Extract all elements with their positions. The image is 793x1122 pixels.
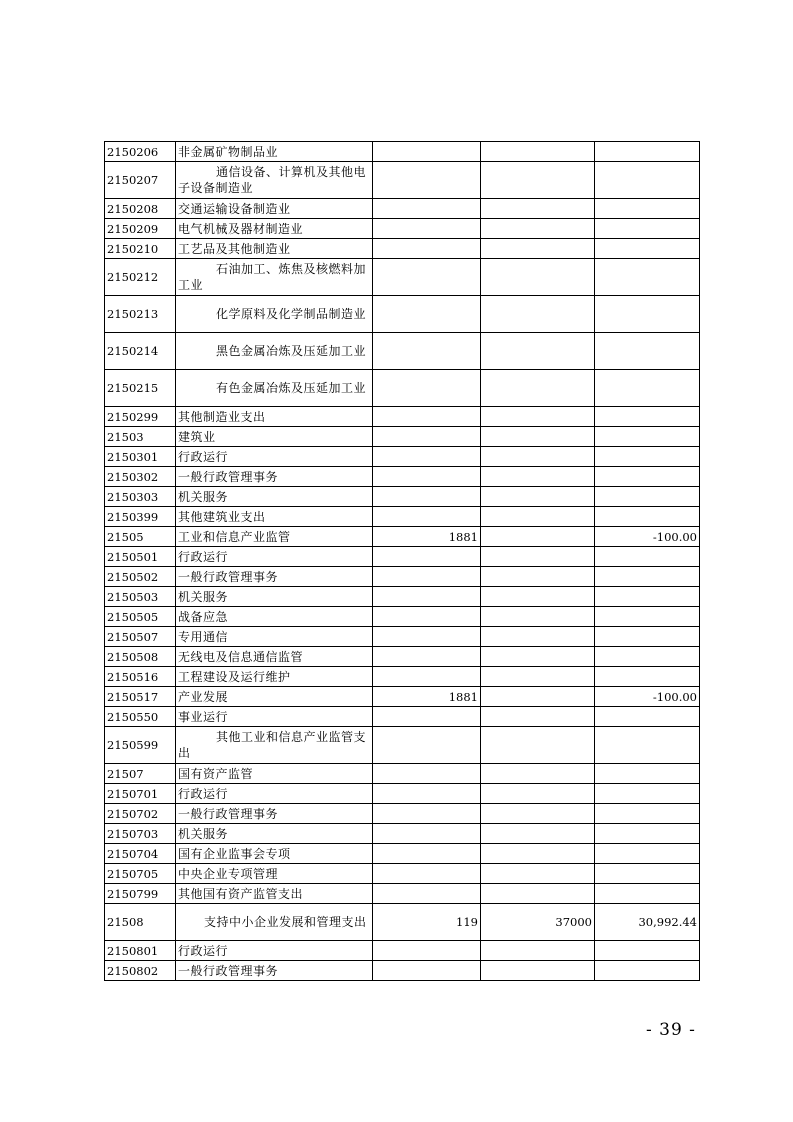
row-value-1 xyxy=(373,370,481,407)
row-code: 21505 xyxy=(105,527,176,547)
row-value-3 xyxy=(595,804,700,824)
table-row xyxy=(105,259,700,296)
row-value-2 xyxy=(481,547,595,567)
row-value-2 xyxy=(481,687,595,707)
row-code: 2150399 xyxy=(105,507,176,527)
row-value-3 xyxy=(595,607,700,627)
row-value-1 xyxy=(373,884,481,904)
row-code: 2150701 xyxy=(105,784,176,804)
table-row xyxy=(105,941,700,961)
table-row xyxy=(105,904,700,941)
row-code: 2150550 xyxy=(105,707,176,727)
row-value-3 xyxy=(595,162,700,199)
row-value-3 xyxy=(595,467,700,487)
row-code: 2150209 xyxy=(105,219,176,239)
table-row xyxy=(105,333,700,370)
row-value-3 xyxy=(595,567,700,587)
row-name: 工程建设及运行维护 xyxy=(176,667,373,687)
row-code: 2150802 xyxy=(105,961,176,981)
table-row xyxy=(105,467,700,487)
row-value-1 xyxy=(373,487,481,507)
row-name: 其他建筑业支出 xyxy=(176,507,373,527)
budget-table xyxy=(104,141,700,981)
row-code: 2150507 xyxy=(105,627,176,647)
row-name: 建筑业 xyxy=(176,427,373,447)
row-value-1: 1881 xyxy=(373,527,481,547)
row-value-2 xyxy=(481,884,595,904)
row-code: 2150214 xyxy=(105,333,176,370)
table-row xyxy=(105,507,700,527)
row-code: 2150703 xyxy=(105,824,176,844)
page-number: - 39 - xyxy=(646,1020,696,1040)
row-name: 产业发展 xyxy=(176,687,373,707)
table-row xyxy=(105,667,700,687)
row-value-3 xyxy=(595,784,700,804)
row-code: 2150299 xyxy=(105,407,176,427)
row-code: 2150212 xyxy=(105,259,176,296)
row-code: 2150508 xyxy=(105,647,176,667)
row-code: 21503 xyxy=(105,427,176,447)
table-row xyxy=(105,199,700,219)
table-row xyxy=(105,142,700,162)
row-value-2 xyxy=(481,487,595,507)
row-value-1 xyxy=(373,587,481,607)
row-value-1 xyxy=(373,296,481,333)
row-value-1 xyxy=(373,407,481,427)
row-value-3 xyxy=(595,427,700,447)
row-value-2 xyxy=(481,764,595,784)
row-value-2 xyxy=(481,727,595,764)
row-name: 机关服务 xyxy=(176,824,373,844)
row-value-2 xyxy=(481,627,595,647)
row-name: 一般行政管理事务 xyxy=(176,961,373,981)
table-row xyxy=(105,961,700,981)
row-code: 2150501 xyxy=(105,547,176,567)
table-row xyxy=(105,427,700,447)
row-value-3 xyxy=(595,370,700,407)
table-row xyxy=(105,487,700,507)
table-row xyxy=(105,296,700,333)
table-row xyxy=(105,804,700,824)
row-code: 21508 xyxy=(105,904,176,941)
row-name: 中央企业专项管理 xyxy=(176,864,373,884)
row-value-2 xyxy=(481,507,595,527)
row-value-2 xyxy=(481,333,595,370)
row-value-1 xyxy=(373,427,481,447)
row-value-3 xyxy=(595,864,700,884)
table-row xyxy=(105,407,700,427)
table-row xyxy=(105,447,700,467)
row-value-1: 1881 xyxy=(373,687,481,707)
row-code: 2150215 xyxy=(105,370,176,407)
row-name: 机关服务 xyxy=(176,487,373,507)
row-value-2 xyxy=(481,961,595,981)
row-value-1: 119 xyxy=(373,904,481,941)
row-value-2 xyxy=(481,427,595,447)
row-value-1 xyxy=(373,567,481,587)
row-code: 2150517 xyxy=(105,687,176,707)
row-value-3 xyxy=(595,667,700,687)
row-code: 2150213 xyxy=(105,296,176,333)
row-name: 一般行政管理事务 xyxy=(176,804,373,824)
row-value-3 xyxy=(595,199,700,219)
row-name: 电气机械及器材制造业 xyxy=(176,219,373,239)
row-value-3 xyxy=(595,764,700,784)
row-value-1 xyxy=(373,961,481,981)
row-value-2 xyxy=(481,296,595,333)
row-value-1 xyxy=(373,142,481,162)
row-value-3 xyxy=(595,824,700,844)
row-value-3 xyxy=(595,547,700,567)
table-row xyxy=(105,784,700,804)
row-value-2 xyxy=(481,447,595,467)
row-value-3 xyxy=(595,884,700,904)
row-value-3: 30,992.44 xyxy=(595,904,700,941)
row-code: 2150302 xyxy=(105,467,176,487)
table-row xyxy=(105,587,700,607)
row-value-1 xyxy=(373,844,481,864)
row-value-3: -100.00 xyxy=(595,527,700,547)
row-value-2 xyxy=(481,259,595,296)
table-row xyxy=(105,864,700,884)
row-value-2 xyxy=(481,162,595,199)
row-code: 2150206 xyxy=(105,142,176,162)
row-value-3 xyxy=(595,507,700,527)
row-code: 2150705 xyxy=(105,864,176,884)
row-value-2 xyxy=(481,567,595,587)
table-row xyxy=(105,162,700,199)
row-value-1 xyxy=(373,784,481,804)
row-value-1 xyxy=(373,467,481,487)
row-name: 机关服务 xyxy=(176,587,373,607)
table-row xyxy=(105,824,700,844)
row-name: 交通运输设备制造业 xyxy=(176,199,373,219)
table-row xyxy=(105,219,700,239)
row-value-3 xyxy=(595,447,700,467)
row-name: 一般行政管理事务 xyxy=(176,567,373,587)
row-code: 2150704 xyxy=(105,844,176,864)
table-row xyxy=(105,647,700,667)
row-value-2 xyxy=(481,647,595,667)
row-name: 无线电及信息通信监管 xyxy=(176,647,373,667)
row-name: 国有资产监管 xyxy=(176,764,373,784)
row-code: 2150799 xyxy=(105,884,176,904)
row-name: 战备应急 xyxy=(176,607,373,627)
row-value-2 xyxy=(481,527,595,547)
row-value-1 xyxy=(373,824,481,844)
row-value-3 xyxy=(595,296,700,333)
row-code: 2150502 xyxy=(105,567,176,587)
row-code: 2150207 xyxy=(105,162,176,199)
row-value-2 xyxy=(481,784,595,804)
row-code: 2150301 xyxy=(105,447,176,467)
row-value-3 xyxy=(595,961,700,981)
row-value-3 xyxy=(595,647,700,667)
row-code: 2150801 xyxy=(105,941,176,961)
table-row xyxy=(105,239,700,259)
row-name: 事业运行 xyxy=(176,707,373,727)
row-code: 2150208 xyxy=(105,199,176,219)
row-name: 通信设备、计算机及其他电子设备制造业 xyxy=(176,162,373,199)
row-value-1 xyxy=(373,764,481,784)
row-code: 2150702 xyxy=(105,804,176,824)
row-code: 2150599 xyxy=(105,727,176,764)
row-name: 行政运行 xyxy=(176,547,373,567)
row-value-1 xyxy=(373,507,481,527)
row-value-2 xyxy=(481,864,595,884)
row-code: 2150516 xyxy=(105,667,176,687)
row-value-2 xyxy=(481,707,595,727)
row-name: 其他国有资产监管支出 xyxy=(176,884,373,904)
row-value-3 xyxy=(595,219,700,239)
row-name: 化学原料及化学制品制造业 xyxy=(176,296,373,333)
table-row xyxy=(105,567,700,587)
table-row xyxy=(105,727,700,764)
row-value-3 xyxy=(595,844,700,864)
row-value-2 xyxy=(481,667,595,687)
row-value-2 xyxy=(481,844,595,864)
row-name: 工业和信息产业监管 xyxy=(176,527,373,547)
table-row xyxy=(105,687,700,707)
row-value-1 xyxy=(373,647,481,667)
row-value-2 xyxy=(481,467,595,487)
row-value-1 xyxy=(373,804,481,824)
table-row xyxy=(105,764,700,784)
row-name: 支持中小企业发展和管理支出 xyxy=(176,904,373,941)
row-code: 2150303 xyxy=(105,487,176,507)
row-value-2 xyxy=(481,804,595,824)
row-name: 黑色金属冶炼及压延加工业 xyxy=(176,333,373,370)
row-value-3 xyxy=(595,487,700,507)
table-row xyxy=(105,627,700,647)
row-name: 工艺品及其他制造业 xyxy=(176,239,373,259)
row-value-3 xyxy=(595,587,700,607)
row-name: 有色金属冶炼及压延加工业 xyxy=(176,370,373,407)
row-value-1 xyxy=(373,199,481,219)
row-value-2 xyxy=(481,239,595,259)
row-value-2 xyxy=(481,587,595,607)
row-value-1 xyxy=(373,547,481,567)
row-name: 一般行政管理事务 xyxy=(176,467,373,487)
row-value-1 xyxy=(373,607,481,627)
row-name: 行政运行 xyxy=(176,784,373,804)
row-value-1 xyxy=(373,333,481,370)
row-value-1 xyxy=(373,447,481,467)
row-value-1 xyxy=(373,727,481,764)
row-name: 行政运行 xyxy=(176,941,373,961)
row-name: 非金属矿物制品业 xyxy=(176,142,373,162)
row-code: 21507 xyxy=(105,764,176,784)
row-value-3 xyxy=(595,727,700,764)
row-value-3 xyxy=(595,627,700,647)
row-code: 2150503 xyxy=(105,587,176,607)
row-value-1 xyxy=(373,667,481,687)
table-row xyxy=(105,707,700,727)
row-value-2 xyxy=(481,219,595,239)
table-row xyxy=(105,527,700,547)
table-row xyxy=(105,370,700,407)
table-row xyxy=(105,884,700,904)
table-row xyxy=(105,607,700,627)
row-value-3 xyxy=(595,142,700,162)
table-row xyxy=(105,844,700,864)
budget-table-body xyxy=(105,142,700,981)
table-row xyxy=(105,547,700,567)
row-value-3 xyxy=(595,239,700,259)
row-name: 其他制造业支出 xyxy=(176,407,373,427)
row-value-3 xyxy=(595,333,700,370)
row-name: 石油加工、炼焦及核燃料加工业 xyxy=(176,259,373,296)
row-value-2 xyxy=(481,824,595,844)
row-value-1 xyxy=(373,219,481,239)
row-value-1 xyxy=(373,707,481,727)
row-name: 行政运行 xyxy=(176,447,373,467)
row-name: 专用通信 xyxy=(176,627,373,647)
row-code: 2150505 xyxy=(105,607,176,627)
row-value-1 xyxy=(373,627,481,647)
row-value-3 xyxy=(595,407,700,427)
row-value-1 xyxy=(373,941,481,961)
row-code: 2150210 xyxy=(105,239,176,259)
row-value-2: 37000 xyxy=(481,904,595,941)
row-value-1 xyxy=(373,259,481,296)
row-value-3 xyxy=(595,941,700,961)
row-value-1 xyxy=(373,864,481,884)
row-value-3 xyxy=(595,259,700,296)
row-value-2 xyxy=(481,199,595,219)
row-value-3 xyxy=(595,707,700,727)
row-value-2 xyxy=(481,941,595,961)
row-value-1 xyxy=(373,239,481,259)
row-name: 国有企业监事会专项 xyxy=(176,844,373,864)
row-value-1 xyxy=(373,162,481,199)
row-value-2 xyxy=(481,142,595,162)
row-value-2 xyxy=(481,607,595,627)
row-value-2 xyxy=(481,407,595,427)
row-value-2 xyxy=(481,370,595,407)
row-name: 其他工业和信息产业监管支出 xyxy=(176,727,373,764)
row-value-3: -100.00 xyxy=(595,687,700,707)
